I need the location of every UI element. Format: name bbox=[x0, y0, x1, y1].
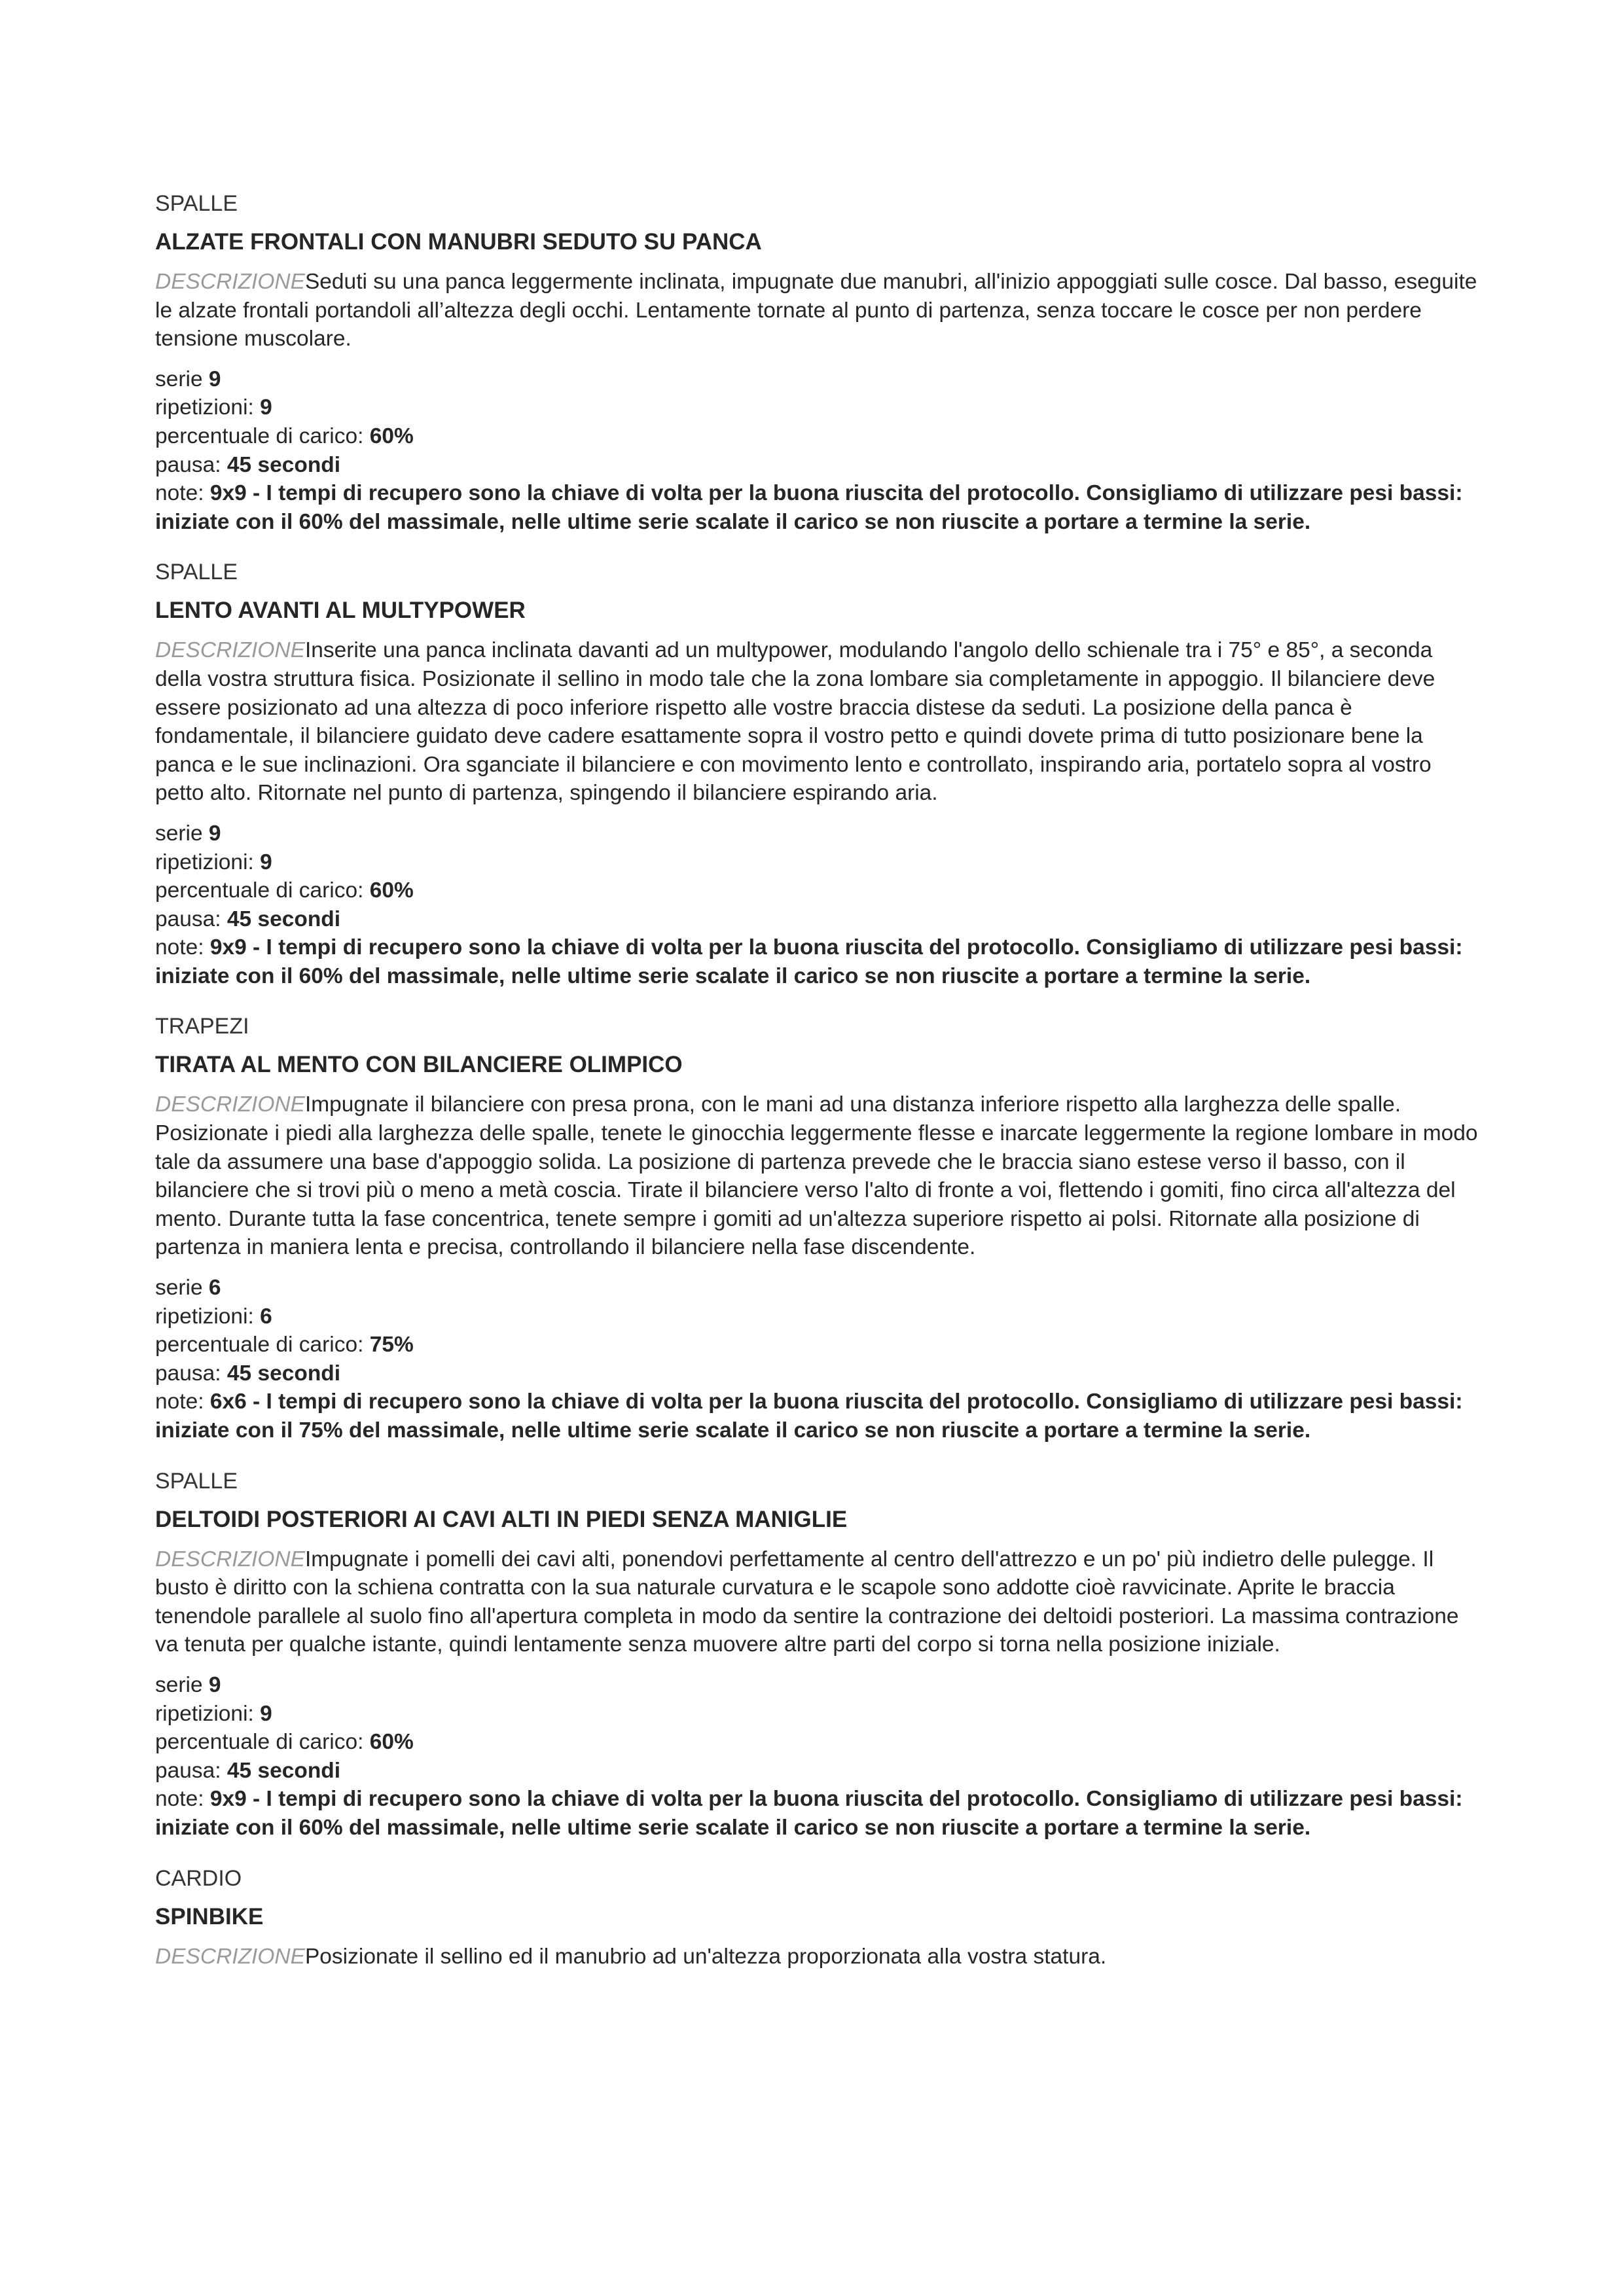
series-value: 6 bbox=[208, 1276, 221, 1300]
reps-value: 9 bbox=[260, 850, 272, 874]
series-line bbox=[155, 365, 1484, 394]
load-line bbox=[155, 876, 1484, 905]
reps-line bbox=[155, 1302, 1484, 1331]
note-value: 6x6 - I tempi di recupero sono la chiave di volta per la buona riuscita del protocollo. Consigliamo di utilizzare pesi bassi: iniziate con il 75% del massimale, nelle ultime serie scalate il carico se non riuscite a portare a termine la serie. bbox=[155, 1390, 1463, 1443]
exercise-category: TRAPEZI bbox=[155, 1014, 249, 1039]
exercise-name: ALZATE FRONTALI CON MANUBRI SEDUTO SU PANCA bbox=[155, 229, 762, 255]
reps-label: ripetizioni: bbox=[155, 1701, 261, 1726]
note-label: note: bbox=[155, 935, 210, 960]
reps-label: ripetizioni: bbox=[155, 1304, 261, 1329]
load-label: percentuale di carico: bbox=[155, 1730, 370, 1755]
exercise-category: SPALLE bbox=[155, 191, 238, 216]
rest-label: pausa: bbox=[155, 452, 227, 477]
exercise-description bbox=[155, 636, 1484, 808]
series-value: 9 bbox=[208, 1672, 221, 1697]
exercise-description bbox=[155, 1545, 1484, 1659]
document-page bbox=[155, 190, 1484, 1993]
note-line bbox=[155, 1785, 1484, 1842]
note-label: note: bbox=[155, 481, 210, 506]
rest-line bbox=[155, 1757, 1484, 1785]
load-value: 60% bbox=[369, 1730, 414, 1755]
rest-value: 45 secondi bbox=[226, 452, 341, 477]
description-text: Impugnate il bilanciere con presa prona, con le mani ad una distanza inferiore rispetto alla larghezza delle spalle. Posizionate i piedi alla larghezza delle spalle, tenete le ginocchia leggermente flesse e inarcate leggermente la regione lombare in modo tale da assumere una base d'appoggio solida. La posizione di partenza prevede che le braccia siano estese verso il basso, con il bilanciere che si trovi più o meno a metà coscia. Tirate il bilanciere verso l'alto di fronte a voi, flettendo i gomiti, fino circa all'altezza del mento. Durante tutta la fase concentrica, tenete sempre i gomiti ad un'altezza superiore rispetto ai polsi. Ritornate alla posizione di partenza in maniera lenta e precisa, controllando il bilanciere nella fase discendente. bbox=[155, 1092, 1478, 1260]
load-value: 60% bbox=[369, 423, 414, 448]
reps-label: ripetizioni: bbox=[155, 395, 261, 420]
load-label: percentuale di carico: bbox=[155, 1333, 370, 1357]
exercise-description bbox=[155, 268, 1484, 353]
note-line bbox=[155, 1388, 1484, 1444]
series-label: serie bbox=[155, 1672, 209, 1697]
reps-line bbox=[155, 393, 1484, 422]
exercise-category: CARDIO bbox=[155, 1865, 242, 1891]
exercise-block bbox=[155, 1865, 1484, 1971]
description-text: Seduti su una panca leggermente inclinata, impugnate due manubri, all'inizio appoggiati sulle cosce. Dal basso, eseguite le alzate frontali portandoli all’altezza degli occhi. Lentamente tornate al punto di partenza, senza toccare le cosce per non perdere tensione muscolare. bbox=[155, 270, 1477, 351]
exercise-name: LENTO AVANTI AL MULTYPOWER bbox=[155, 598, 526, 624]
exercise-name: SPINBIKE bbox=[155, 1903, 264, 1929]
series-label: serie bbox=[155, 1276, 209, 1300]
rest-label: pausa: bbox=[155, 1361, 227, 1386]
rest-label: pausa: bbox=[155, 906, 227, 931]
exercise-name: DELTOIDI POSTERIORI AI CAVI ALTI IN PIEDI SENZA MANIGLIE bbox=[155, 1506, 848, 1532]
rest-line bbox=[155, 1359, 1484, 1388]
rest-label: pausa: bbox=[155, 1758, 227, 1783]
rest-value: 45 secondi bbox=[226, 906, 341, 931]
description-label: DESCRIZIONE bbox=[155, 270, 305, 294]
note-value: 9x9 - I tempi di recupero sono la chiave di volta per la buona riuscita del protocollo. Consigliamo di utilizzare pesi bassi: iniziate con il 60% del massimale, nelle ultime serie scalate il carico se non riuscite a portare a termine la serie. bbox=[155, 935, 1463, 988]
load-value: 75% bbox=[369, 1333, 414, 1357]
exercise-block bbox=[155, 1467, 1484, 1842]
load-label: percentuale di carico: bbox=[155, 878, 370, 903]
rest-line bbox=[155, 451, 1484, 480]
exercise-category: SPALLE bbox=[155, 560, 238, 585]
description-text: Impugnate i pomelli dei cavi alti, ponendovi perfettamente al centro dell'attrezzo e un po' più indietro delle pulegge. Il busto è diritto con la schiena contratta con la sua naturale curvatura e le scapole sono addotte cioè ravvicinate. Aprite le braccia tenendole parallele al suolo fino all'apertura completa in modo da sentire la contrazione dei deltoidi posteriori. La massima contrazione va tenuta per qualche istante, quindi lentamente senza muovere altre parti del corpo si torna nella posizione iniziale. bbox=[155, 1547, 1459, 1657]
note-label: note: bbox=[155, 1787, 210, 1812]
note-line bbox=[155, 933, 1484, 990]
reps-value: 9 bbox=[260, 1701, 272, 1726]
rest-value: 45 secondi bbox=[226, 1361, 341, 1386]
description-label: DESCRIZIONE bbox=[155, 1547, 305, 1571]
load-line bbox=[155, 422, 1484, 451]
exercise-block bbox=[155, 190, 1484, 536]
exercise-block bbox=[155, 558, 1484, 990]
series-value: 9 bbox=[208, 367, 221, 391]
series-value: 9 bbox=[208, 821, 221, 846]
load-line bbox=[155, 1728, 1484, 1757]
reps-label: ripetizioni: bbox=[155, 850, 261, 874]
reps-value: 9 bbox=[260, 395, 272, 420]
description-label: DESCRIZIONE bbox=[155, 1092, 305, 1117]
series-label: serie bbox=[155, 821, 209, 846]
description-label: DESCRIZIONE bbox=[155, 1944, 305, 1969]
description-text: Posizionate il sellino ed il manubrio ad un'altezza proporzionata alla vostra statura. bbox=[304, 1944, 1107, 1969]
series-label: serie bbox=[155, 367, 209, 391]
load-label: percentuale di carico: bbox=[155, 423, 370, 448]
rest-value: 45 secondi bbox=[226, 1758, 341, 1783]
description-text: Inserite una panca inclinata davanti ad un multypower, modulando l'angolo dello schienale tra i 75° e 85°, a seconda della vostra struttura fisica. Posizionate il sellino in modo tale che la zona lombare sia completamente in appoggio. Il bilanciere deve essere posizionato ad una altezza di poco inferiore rispetto alle vostre braccia distese da seduti. La posizione della panca è fondamentale, il bilanciere guidato deve cadere esattamente sopra il vostro petto e quindi dovete prima di tutto posizionare bene la panca e le sue inclinazioni. Ora sganciate il bilanciere e con movimento lento e controllato, inspirando aria, portatelo sopra al vostro petto alto. Ritornate nel punto di partenza, spingendo il bilanciere espirando aria. bbox=[155, 638, 1435, 806]
exercise-block bbox=[155, 1013, 1484, 1444]
series-line bbox=[155, 819, 1484, 848]
note-value: 9x9 - I tempi di recupero sono la chiave di volta per la buona riuscita del protocollo. Consigliamo di utilizzare pesi bassi: iniziate con il 60% del massimale, nelle ultime serie scalate il carico se non riuscite a portare a termine la serie. bbox=[155, 481, 1463, 534]
note-value: 9x9 - I tempi di recupero sono la chiave di volta per la buona riuscita del protocollo. Consigliamo di utilizzare pesi bassi: iniziate con il 60% del massimale, nelle ultime serie scalate il carico se non riuscite a portare a termine la serie. bbox=[155, 1787, 1463, 1840]
exercise-description bbox=[155, 1090, 1484, 1262]
exercise-name: TIRATA AL MENTO CON BILANCIERE OLIMPICO bbox=[155, 1052, 683, 1078]
series-line bbox=[155, 1671, 1484, 1700]
exercise-category: SPALLE bbox=[155, 1468, 238, 1494]
reps-line bbox=[155, 1700, 1484, 1729]
series-line bbox=[155, 1274, 1484, 1302]
rest-line bbox=[155, 905, 1484, 934]
description-label: DESCRIZIONE bbox=[155, 638, 305, 663]
reps-line bbox=[155, 848, 1484, 877]
reps-value: 6 bbox=[260, 1304, 272, 1329]
load-line bbox=[155, 1331, 1484, 1359]
exercise-description bbox=[155, 1943, 1484, 1971]
load-value: 60% bbox=[369, 878, 414, 903]
note-label: note: bbox=[155, 1390, 210, 1414]
note-line bbox=[155, 479, 1484, 536]
